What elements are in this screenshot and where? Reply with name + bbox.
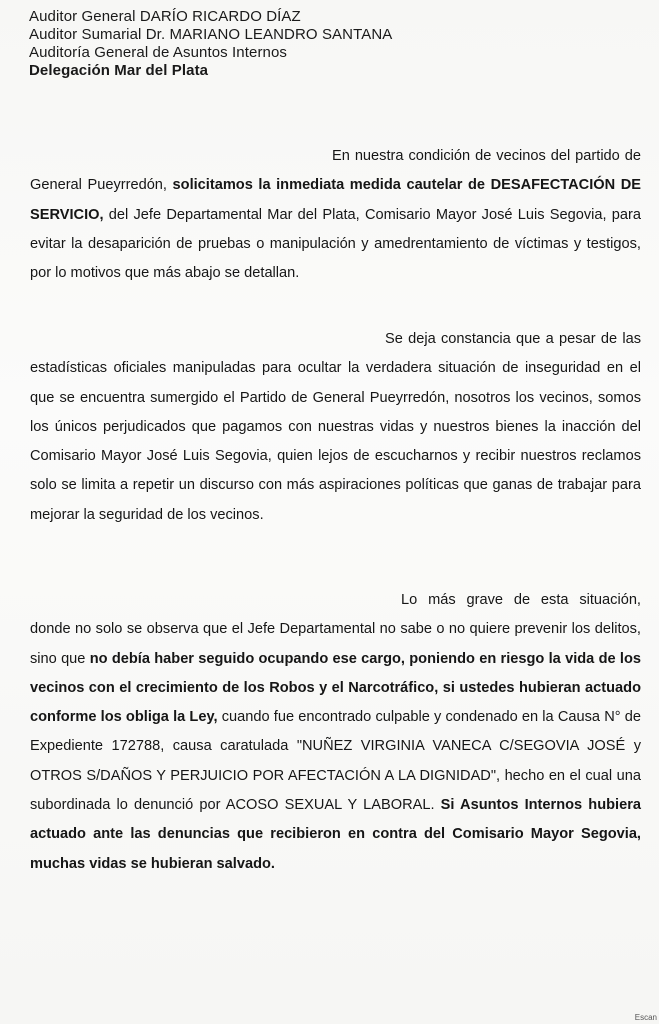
recipient-auditor-general: Auditor General DARÍO RICARDO DÍAZ	[29, 8, 301, 25]
paragraph-request-bold: solicitamos la inmediata medida cautelar de DESAFECTACIÓN DE SERVICIO,	[30, 177, 641, 223]
paragraph-request	[30, 142, 641, 288]
recipient-institution: Auditoría General de Asuntos Internos	[29, 44, 288, 61]
paragraph-gravity-bold-1: no debía haber seguido ocupando ese cargo, poniendo en riesgo la vida de los vecinos con el crecimiento de los Robos y el Narcotráfico, si ustedes hubieran actuado conforme los obliga la Ley,	[30, 650, 641, 726]
recipient-auditor-sumarial: Auditor Sumarial Dr. MARIANO LEANDRO SANTANA	[29, 26, 393, 43]
paragraph-gravity-text-1: Lo más grave de esta situación, donde no solo se observa que el Jefe Departamental no sabe o no quiere prevenir los delitos, sino que	[30, 592, 641, 667]
paragraph-statistics	[30, 325, 641, 530]
recipient-header	[29, 8, 629, 80]
paragraph-statistics-text: Se deja constancia que a pesar de las estadísticas oficiales manipuladas para ocultar la verdadera situación de inseguridad en el que se encuentra sumergido el Partido de General Pueyrredón, nosotros los vecinos, somos los únicos perjudicados que pagamos con nuestras vidas y nuestros bienes la inacción del Comisario Mayor José Luis Segovia, quien lejos de escucharnos y recibir nuestros reclamos solo se limita a repetir un discurso con más aspiraciones políticas que ganas de trabajar para mejorar la seguridad de los vecinos.	[30, 331, 641, 523]
paragraph-request-text-2: del Jefe Departamental Mar del Plata, Comisario Mayor José Luis Segovia, para evitar la desaparición de pruebas o manipulación y amedrentamiento de víctimas y testigos, por lo motivos que más abajo se detallan.	[30, 206, 641, 282]
recipient-delegation: Delegación Mar del Plata	[29, 62, 209, 79]
scanner-watermark: Escan	[634, 1013, 657, 1022]
paragraph-gravity-text-2: cuando fue encontrado culpable y condenado en la Causa N° de Expediente 172788, causa caratulada "NUÑEZ VIRGINIA VANECA C/SEGOVIA JOSÉ y OTROS S/DAÑOS Y PERJUICIO POR AFECTACIÓN A LA DIGNIDAD", hecho en el cual una subordinada lo denunció por ACOSO SEXUAL Y LABORAL.	[30, 709, 641, 814]
paragraph-gravity	[30, 586, 641, 879]
paragraph-request-text-1: En nuestra condición de vecinos del partido de General Pueyrredón,	[30, 148, 641, 194]
paragraph-gravity-bold-2: Si Asuntos Internos hubiera actuado ante las denuncias que recibieron en contra del Comisario Mayor Segovia, muchas vidas se hubieran salvado.	[30, 797, 641, 872]
